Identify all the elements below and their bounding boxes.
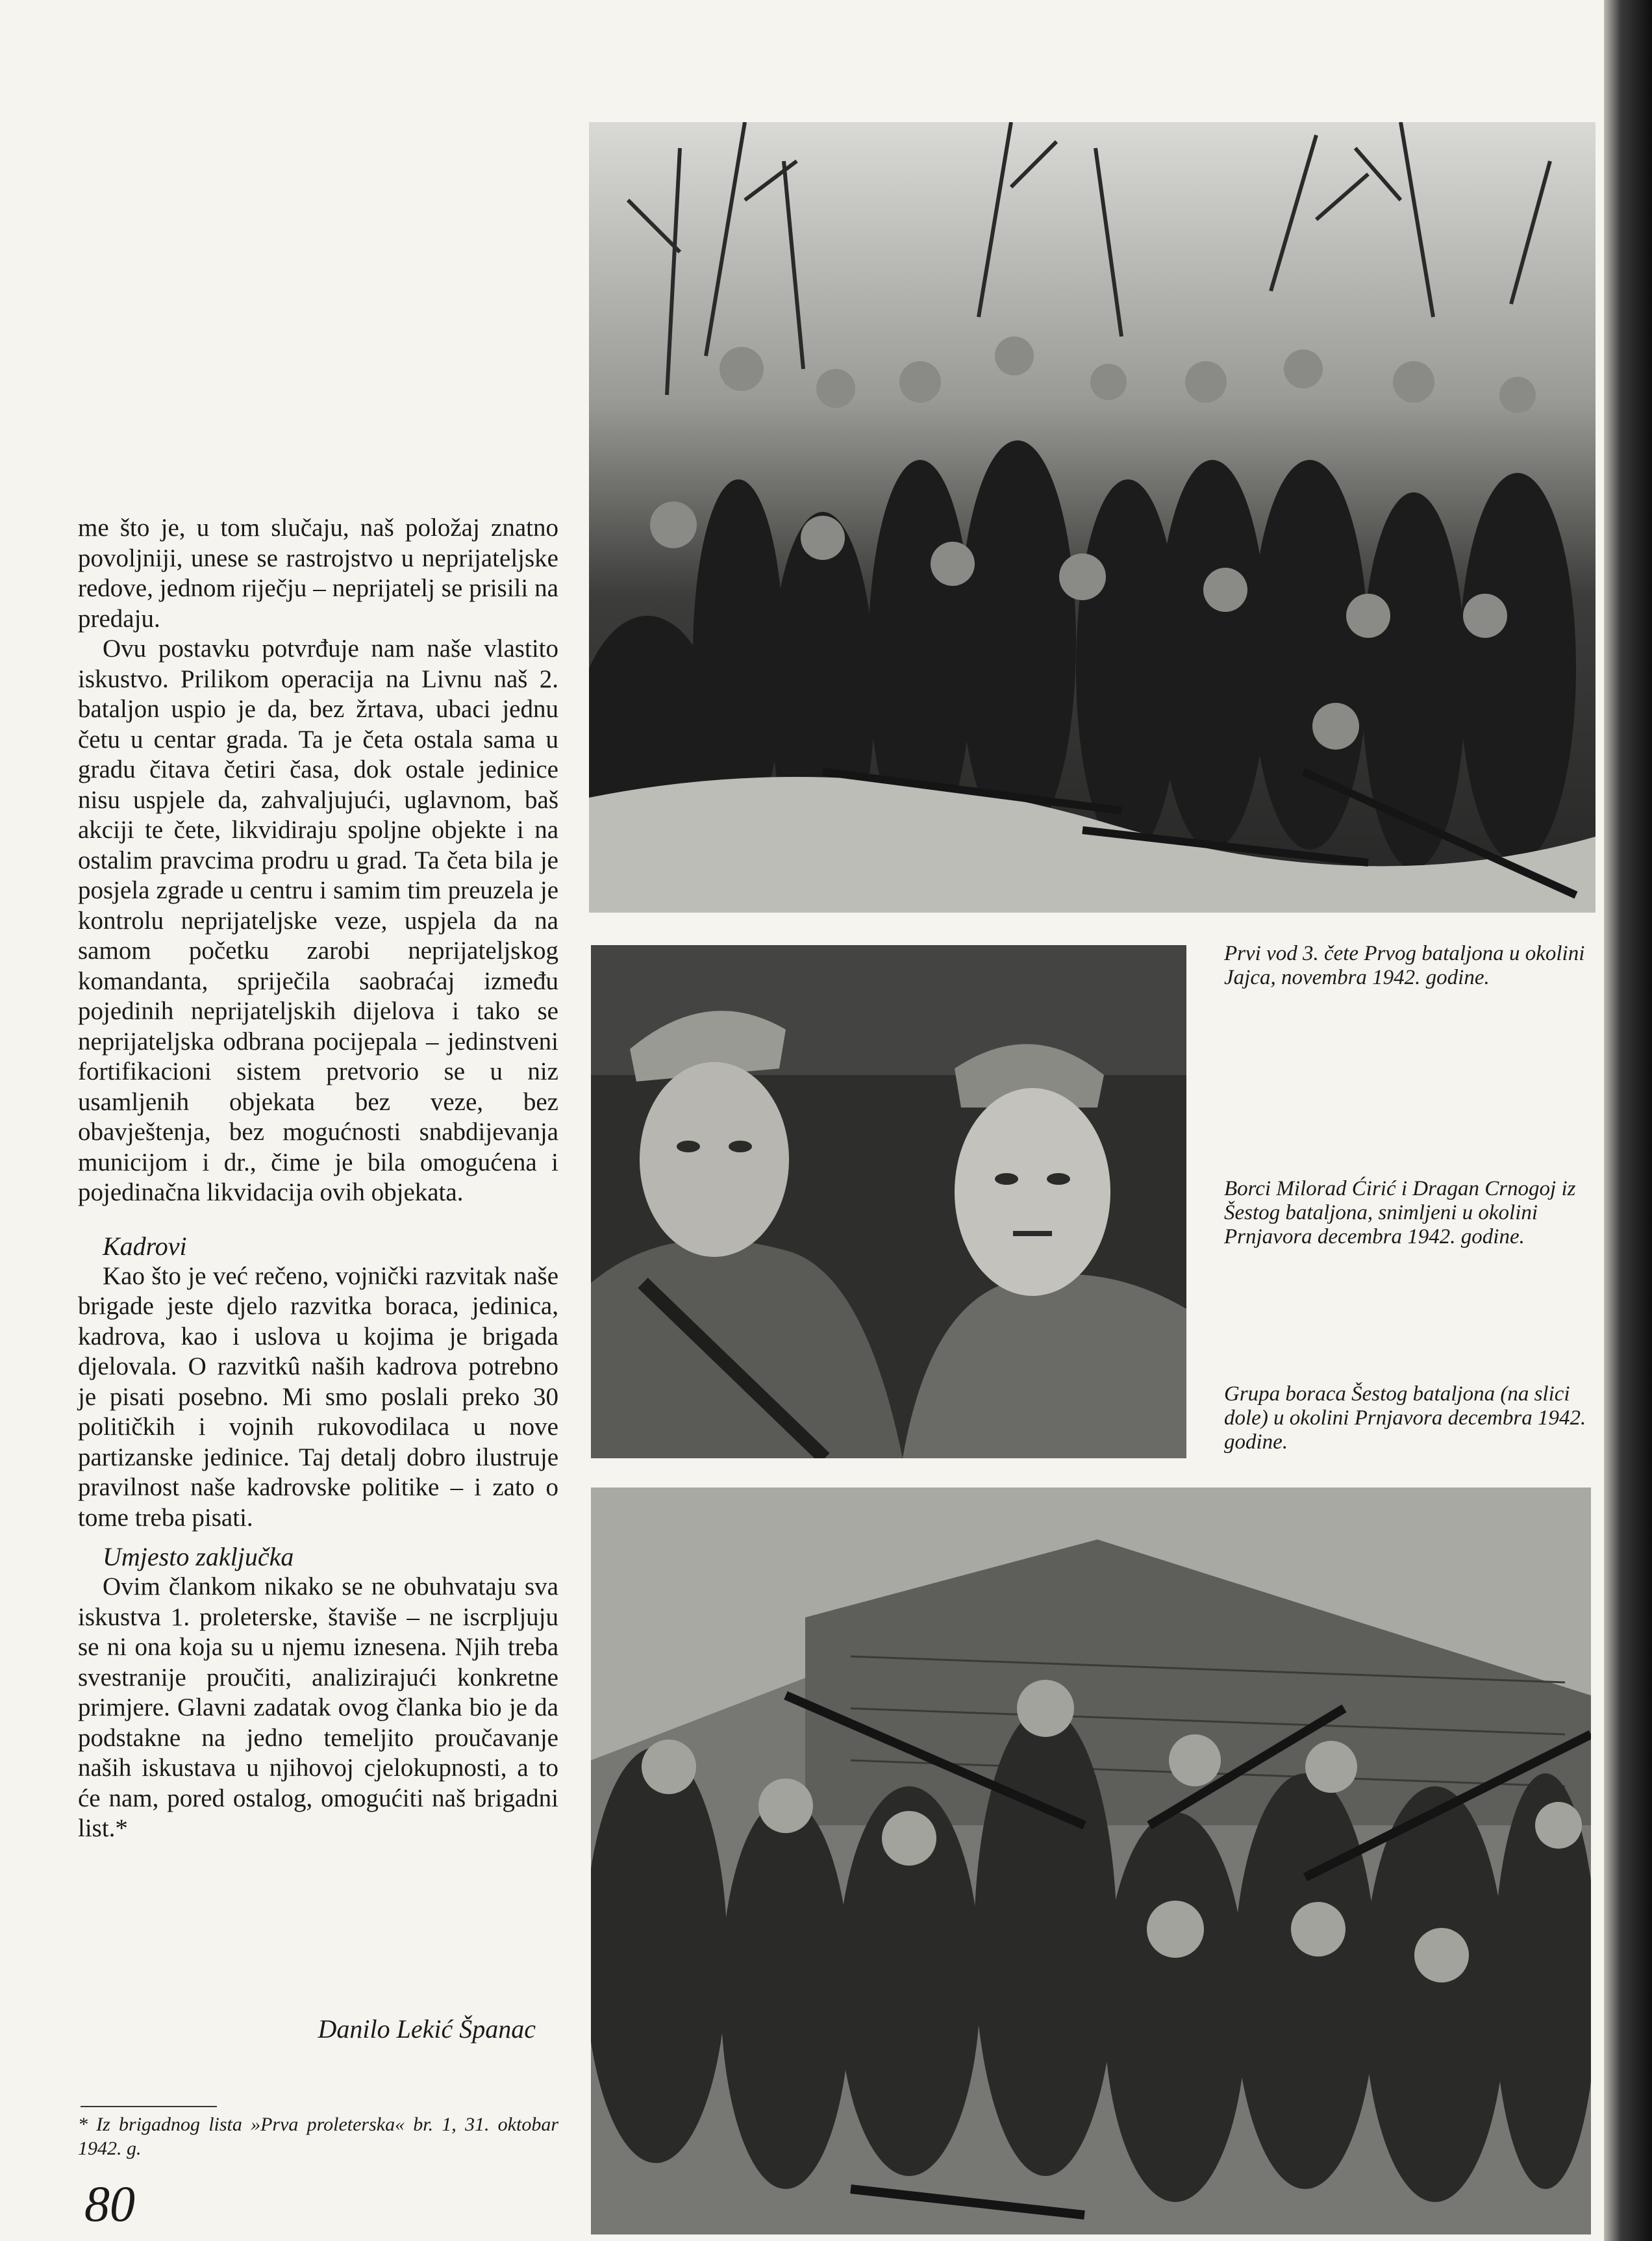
photo-platoon-group bbox=[589, 122, 1596, 913]
footnote-divider bbox=[81, 2106, 217, 2107]
paragraph-2: Ovu postavku potvrđuje nam naše vlastito iskustvo. Prilikom operacija na Livnu naš 2. bataljon uspio je da, bez žrtava, ubaci jednu četu u centar grada. Ta je četa ostala sama u gradu čitava četiri časa, dok ostale jedinice nisu uspjele da, zahvaljujući, uglavnom, baš akciji te čete, likvidiraju spoljne objekte i na ostalim pravcima prodru u grad. Ta četa bila je posjela zgrade u centru i samim tim preuzela je kontrolu neprijateljske veze, uspjela da na samom početku zarobi neprijateljskog komandanta, spriječila saobraćaj između pojedinih neprijateljskih dijelova i tako se neprijateljska odbrana pocijepala – jedinstveni fortifikacioni sistem pretvorio se u niz usamljenih objekata bez veze, bez obavještenja, bez mogućnosti snabdijevanja municijom i dr., čime je bila omogućena i pojedinačna likvidacija ovih objekata. bbox=[78, 635, 558, 1206]
photo-battalion-group bbox=[591, 1488, 1591, 2235]
article-body bbox=[78, 513, 558, 1844]
paragraph-1: me što je, u tom slučaju, naš položaj znatno povoljniji, unese se rastrojstvo u neprijateljske redove, jednom riječju – neprijatelj se prisili na predaju. bbox=[78, 514, 558, 633]
paragraph-kadrovi: Kao što je već rečeno, vojnički razvitak naše brigade jeste djelo razvitka boraca, jedinica, kadrova, kao i uslova u kojima je brigada djelovala. O razvitkû naših kadrova potrebno je pisati posebno. Mi smo poslali preko 30 političkih i vojnih rukovodilaca u nove partizanske jedinice. Taj detalj dobro ilustruje pravilnost naše kadrovske politike – i zato o tome treba pisati. bbox=[78, 1261, 558, 1532]
book-spine-shadow bbox=[1604, 0, 1652, 2241]
heading-umjesto-zakljucka: Umjesto zaključka bbox=[103, 1542, 294, 1571]
author-signature: Danilo Lekić Španac bbox=[318, 2014, 536, 2044]
caption-photo-1: Prvi vod 3. čete Prvog bataljona u okolini Jajca, novembra 1942. godine. bbox=[1224, 942, 1585, 989]
page-number: 80 bbox=[84, 2175, 135, 2232]
caption-photo-3: Grupa boraca Šestog bataljona (na slici dole) u okolini Prnjavora decembra 1942. godine. bbox=[1224, 1382, 1586, 1454]
heading-kadrovi: Kadrovi bbox=[103, 1231, 187, 1261]
caption-photo-2: Borci Milorad Ćirić i Dragan Crnogoj iz Šestog bataljona, snimljeni u okolini Prnjavora decembra 1942. godine. bbox=[1224, 1177, 1576, 1248]
paragraph-zakljucak: Ovim člankom nikako se ne obuhvataju sva iskustva 1. proleterske, štaviše – ne iscrpljuju se ni ona koja su u njemu iznesena. Njih treba svestranije proučiti, analizirajući konkretne primjere. Glavni zadatak ovog članka bio je da podstakne na jedno temeljito proučavanje naših iskustava u njihovoj cjelokupnosti, a to će nam, pored ostalog, omogućiti naš brigadni list.* bbox=[78, 1573, 558, 1842]
footnote: * Iz brigadnog lista »Prva proleterska« br. 1, 31. oktobar 1942. g. bbox=[78, 2114, 558, 2159]
photo-two-soldiers bbox=[591, 945, 1186, 1458]
